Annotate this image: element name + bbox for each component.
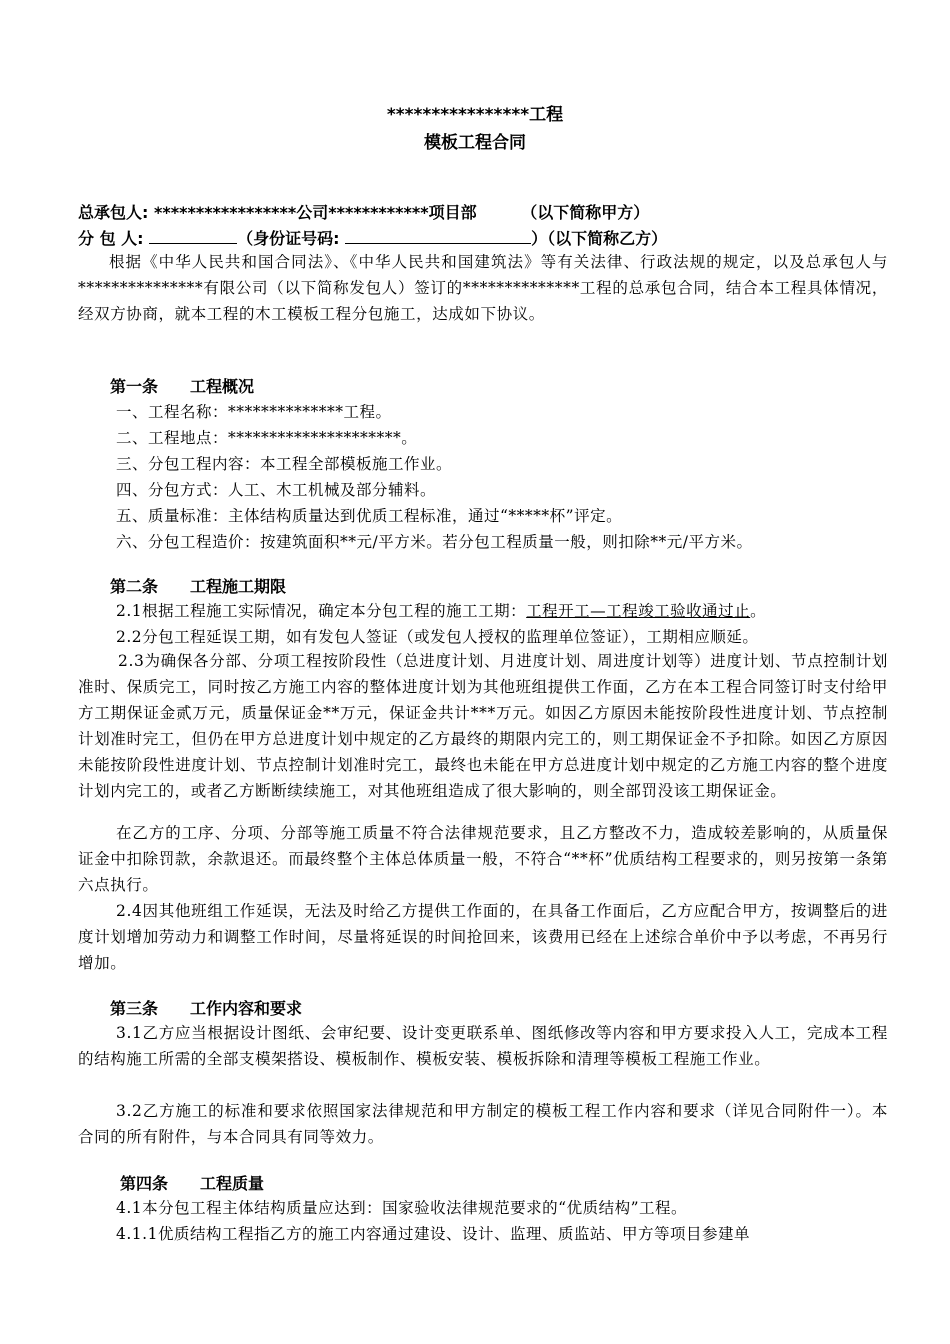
article4-clause-4-1-1: 4.1.1优质结构工程指乙方的施工内容通过建设、设计、监理、质监站、甲方等项目参建单 xyxy=(116,1225,750,1243)
contractor-label: 总承包人: xyxy=(78,203,149,222)
construction-period: 工程开工—工程竣工验收通过止 xyxy=(526,602,751,620)
contractor-value: *****************公司************项目部 xyxy=(153,203,477,222)
intro-paragraph: 根据《中华人民共和国合同法》、《中华人民共和国建筑法》等有关法律、行政法规的规定，以及总承包人与***************有限公司（以下简称发包人）签订的**************工程的总承包合同，结合本工程具体情况，经双方协商，就本工程的木工模板工程分包施工，达成如下协议。 xyxy=(78,253,888,323)
article1-item: 二、工程地点：*********************。 xyxy=(116,429,418,447)
article3-heading: 第三条 工作内容和要求 xyxy=(110,999,303,1018)
subcontractor-line xyxy=(78,226,667,249)
project-title: ****************工程 xyxy=(386,105,564,125)
contract-title: 模板工程合同 xyxy=(424,133,526,153)
article2-clause-2-1: 2.1根据工程施工实际情况，确定本分包工程的施工工期：工程开工—工程竣工验收通过止。 xyxy=(116,602,767,620)
article2-clause-2-3: 2.3为确保各分部、分项工程按阶段性（总进度计划、月进度计划、周进度计划等）进度计划、节点控制计划准时、保质完工，同时按乙方施工内容的整体进度计划为其他班组提供工作面，乙方在本工程合同签订时支付给甲方工期保证金贰万元，质量保证金**万元，保证金共计***万元。如因乙方原因未能按阶段性进度计划、节点控制计划准时完工，但仍在甲方总进度计划中规定的乙方最终的期限内完工的，则工期保证金不予扣除。如因乙方原因未能按阶段性进度计划、节点控制计划准时完工，最终也未能在甲方总进度计划中规定的乙方施工内容的整个进度计划内完工的，或者乙方断断续续施工，对其他班组造成了很大影响的，则全部罚没该工期保证金。 xyxy=(78,652,888,800)
article1-item: 四、分包方式：人工、木工机械及部分辅料。 xyxy=(116,481,437,499)
article3-clause-3-2: 3.2乙方施工的标准和要求依照国家法律规范和甲方制定的模板工程工作内容和要求（详见合同附件一）。本合同的所有附件，与本合同具有同等效力。 xyxy=(78,1102,888,1146)
article2-heading: 第二条 工程施工期限 xyxy=(110,577,287,596)
id-number-blank xyxy=(345,227,531,244)
article2-quality-penalty: 在乙方的工序、分项、分部等施工质量不符合法律规范要求，且乙方整改不力，造成较差影响的，从质量保证金中扣除罚款，余款退还。而最终整个主体总体质量一般，不符合“**杯”优质结构工程要求的，则另按第一条第六点执行。 xyxy=(78,824,888,894)
article1-item: 五、质量标准：主体结构质量达到优质工程标准，通过“*****杯”评定。 xyxy=(116,507,623,525)
article4-clause-4-1: 4.1本分包工程主体结构质量应达到：国家验收法律规范要求的“优质结构”工程。 xyxy=(116,1199,688,1217)
subcontractor-name-blank xyxy=(149,227,237,244)
article4-heading: 第四条 工程质量 xyxy=(120,1174,265,1193)
subcontractor-label: 分 包 人: xyxy=(78,229,144,248)
contractor-line xyxy=(78,200,649,223)
article3-clause-3-1: 3.1乙方应当根据设计图纸、会审纪要、设计变更联系单、图纸修改等内容和甲方要求投入人工，完成本工程的结构施工所需的全部支模架搭设、模板制作、模板安装、模板拆除和清理等模板工程施工作业。 xyxy=(78,1024,888,1068)
article1-item: 三、分包工程内容：本工程全部模板施工作业。 xyxy=(116,455,453,473)
article1-item: 一、工程名称：**************工程。 xyxy=(116,403,392,421)
article1-heading: 第一条 工程概况 xyxy=(110,377,255,396)
article1-item: 六、分包工程造价：按建筑面积**元/平方米。若分包工程质量一般，则扣除**元/平方米。 xyxy=(116,533,753,551)
id-number-label: （身份证号码: xyxy=(237,229,340,248)
article2-clause-2-2: 2.2分包工程延误工期，如有发包人签证（或发包人授权的监理单位签证），工期相应顺延。 xyxy=(116,628,759,646)
article2-clause-2-4: 2.4因其他班组工作延误，无法及时给乙方提供工作面的，在具备工作面后，乙方应配合甲方，按调整后的进度计划增加劳动力和调整工作时间，尽量将延误的时间抢回来，该费用已经在上述综合单价中予以考虑，不再另行增加。 xyxy=(78,902,888,972)
contractor-note: （以下简称甲方） xyxy=(521,203,650,222)
subcontractor-note: ）（以下简称乙方） xyxy=(531,229,668,248)
